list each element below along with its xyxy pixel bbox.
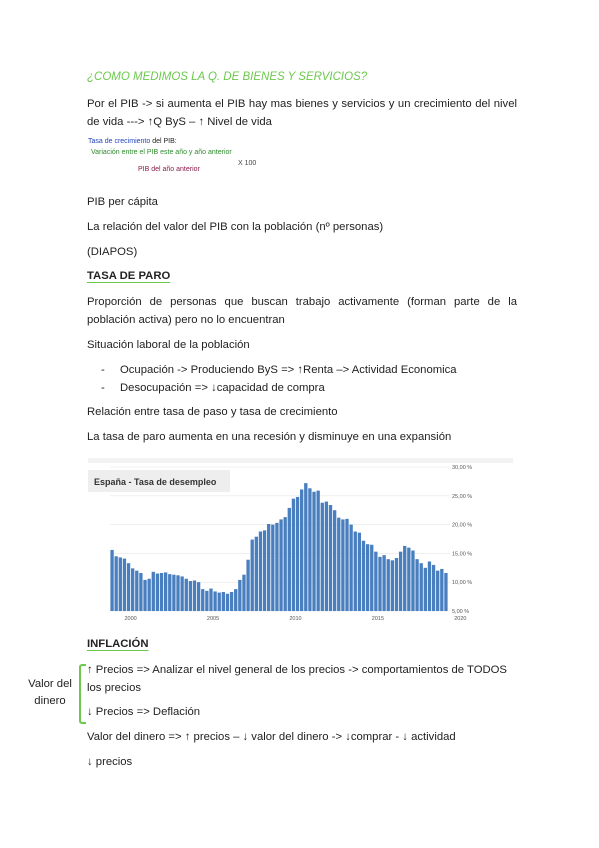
precios-down: ↓ Precios => Deflación: [87, 706, 201, 718]
chart-bar: [176, 575, 179, 611]
chart-bar: [271, 525, 274, 611]
chart-bar: [382, 555, 385, 611]
chart-bar: [152, 572, 155, 611]
chart-bar: [218, 593, 221, 611]
chart-bar: [193, 580, 196, 611]
chart-bar: [424, 568, 427, 611]
chart-bar: [325, 502, 328, 611]
situacion-laboral: Situación laboral de la población: [87, 339, 250, 351]
y-tick-label: 10,00 %: [452, 580, 473, 587]
chart-bar: [304, 483, 307, 611]
tasa-paro-heading: TASA DE PARO: [87, 270, 171, 282]
chart-bar: [399, 552, 402, 611]
paro-recesion: La tasa de paro aumenta en una recesión y disminuye en una expansión: [87, 431, 452, 443]
chart-bar: [115, 556, 118, 611]
chart-bar: [296, 497, 299, 611]
chart-bar: [222, 592, 225, 611]
chart-bar: [201, 589, 204, 611]
chart-bar: [213, 591, 216, 611]
chart-bar: [440, 569, 443, 611]
chart-bar: [180, 576, 183, 611]
valor-dinero-line: Valor del dinero => ↑ precios – ↓ valor del dinero -> ↓comprar - ↓ actividad: [87, 731, 456, 743]
chart-bar: [321, 503, 324, 611]
chart-bar: [189, 581, 192, 611]
chart-bar: [432, 565, 435, 611]
heading-medir-calidad: ¿COMO MEDIMOS LA Q. DE BIENES Y SERVICIOS?: [87, 71, 368, 83]
chart-bar: [358, 533, 361, 611]
chart-bar: [242, 575, 245, 611]
chart-bar: [275, 523, 278, 611]
chart-bar: [168, 574, 171, 611]
chart-bar: [209, 589, 212, 611]
inflacion-heading: INFLACIÓN: [87, 638, 149, 650]
chart-bar: [123, 559, 126, 611]
chart-bar: [292, 499, 295, 611]
chart-bar: [444, 573, 447, 611]
y-tick-label: 15,00 %: [452, 551, 473, 558]
pib-per-capita: PIB per cápita: [87, 196, 158, 208]
chart-bar: [185, 579, 188, 611]
unemployment-chart: [88, 458, 513, 626]
chart-bar: [308, 488, 311, 611]
diapos: (DIAPOS): [87, 246, 138, 258]
chart-bar: [354, 532, 357, 611]
chart-bar: [164, 572, 167, 611]
chart-bar: [279, 519, 282, 611]
chart-bar: [148, 579, 151, 611]
x-tick-label: 2000: [124, 616, 137, 622]
chart-bar: [420, 563, 423, 611]
chart-bar: [370, 545, 373, 611]
formula-title-a: Tasa de crecimiento: [88, 138, 151, 145]
chart-bar: [238, 580, 241, 611]
down-precios: ↓ precios: [87, 756, 133, 768]
chart-title: España - Tasa de desempleo: [94, 477, 217, 487]
chart-bar: [374, 552, 377, 611]
paro-definition: Proporción de personas que buscan trabajo activamente (forman parte de la población activa) pero no lo encuentran: [87, 296, 517, 326]
chart-bar: [135, 571, 138, 611]
relacion-pib: La relación del valor del PIB con la población (nº personas): [87, 221, 384, 233]
x-tick-label: 2010: [289, 616, 302, 622]
formula-tasa-crecimiento: [88, 138, 278, 184]
chart-bar: [300, 489, 303, 611]
valor-del-dinero-label: Valor del dinero: [28, 678, 72, 707]
chart-bar: [263, 530, 266, 611]
chart-bar: [131, 568, 134, 611]
chart-bar: [436, 571, 439, 611]
formula-numerator: Variación entre el PIB este año y año anterior: [91, 149, 232, 156]
x-tick-label: 2005: [206, 616, 220, 622]
chart-bar: [160, 573, 163, 611]
paragraph-pib: Por el PIB -> si aumenta el PIB hay mas bienes y servicios y un crecimiento del nivel de vida ---> ↑Q ByS – ↑ Nivel de vida: [87, 98, 517, 128]
chart-bar: [312, 492, 315, 611]
chart-bar: [395, 558, 398, 611]
chart-bar: [246, 560, 249, 611]
chart-bar: [251, 540, 254, 611]
chart-bar: [234, 589, 237, 611]
x-tick-label: 2020: [454, 616, 467, 622]
relacion-tasa: Relación entre tasa de paso y tasa de crecimiento: [87, 406, 338, 418]
chart-bar: [329, 505, 332, 611]
formula-denominator: PIB del año anterior: [138, 166, 200, 173]
chart-bar: [366, 544, 369, 611]
formula-title: [88, 138, 177, 145]
chart-bar: [127, 563, 130, 611]
chart-bar: [205, 591, 208, 611]
chart-bar: [197, 582, 200, 611]
chart-bar: [288, 508, 291, 611]
chart-bar: [415, 559, 418, 611]
precios-up: ↑ Precios => Analizar el nivel general de los precios -> comportamientos de TODOS los precios: [87, 664, 507, 694]
x-tick-label: 2015: [371, 616, 385, 622]
chart-bar: [428, 561, 431, 611]
chart-top-band: [88, 458, 513, 463]
chart-bar: [317, 491, 320, 611]
chart-bar: [411, 551, 414, 611]
chart-bar: [267, 524, 270, 611]
chart-bar: [378, 557, 381, 611]
chart-bar: [110, 550, 113, 611]
chart-bar: [362, 541, 365, 611]
chart-bar: [255, 537, 258, 611]
chart-bar: [143, 580, 146, 611]
formula-title-b: del PIB:: [150, 138, 177, 145]
y-tick-label: 5,00 %: [452, 609, 470, 615]
chart-bar: [119, 557, 122, 611]
chart-bar: [403, 546, 406, 611]
chart-bar: [284, 517, 287, 611]
chart-bar: [341, 519, 344, 611]
situacion-list: [87, 362, 517, 397]
y-tick-label: 20,00 %: [452, 522, 473, 529]
chart-bar: [172, 575, 175, 611]
chart-bar: [407, 548, 410, 611]
chart-bar: [139, 573, 142, 611]
chart-bar: [349, 525, 352, 611]
y-tick-label: 25,00 %: [452, 493, 473, 500]
chart-bar: [345, 519, 348, 611]
chart-bar: [337, 518, 340, 611]
list-item: - Desocupación => ↓capacidad de compra: [87, 380, 517, 398]
chart-bar: [226, 594, 229, 611]
chart-bar: [333, 510, 336, 611]
list-item: - Ocupación -> Produciendo ByS => ↑Renta –> Actividad Economica: [87, 362, 517, 380]
y-tick-label: 30,00 %: [452, 465, 473, 471]
chart-bar: [230, 592, 233, 611]
formula-multiplier: X 100: [238, 160, 257, 167]
chart-bar: [387, 559, 390, 611]
chart-bar: [391, 560, 394, 611]
bracket: [79, 664, 86, 724]
chart-bar: [156, 574, 159, 611]
chart-bar: [259, 532, 262, 611]
